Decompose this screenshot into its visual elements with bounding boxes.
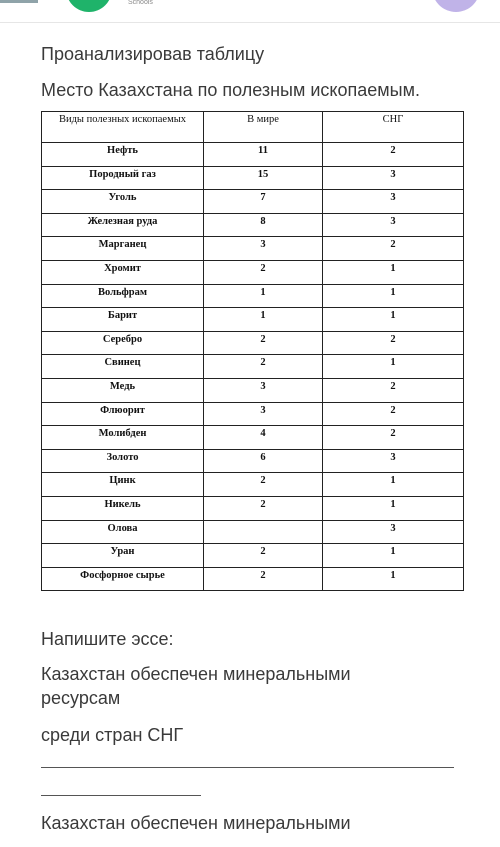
essay-prompt: Напишите эссе: <box>41 629 174 649</box>
minerals-table <box>41 111 464 591</box>
table-row <box>42 166 464 190</box>
essay-line-3: Казахстан обеспечен минеральными <box>41 813 351 833</box>
cis-rank-cell: 3 <box>323 449 464 473</box>
table-row <box>42 544 464 568</box>
table-row <box>42 260 464 284</box>
cis-rank-cell: 2 <box>323 237 464 261</box>
mineral-name-cell: Нефть <box>42 143 204 167</box>
avatar[interactable] <box>432 0 480 12</box>
mineral-name-cell: Уран <box>42 544 204 568</box>
world-rank-cell: 15 <box>204 166 323 190</box>
mineral-name-cell: Марганец <box>42 237 204 261</box>
mineral-name-cell: Вольфрам <box>42 284 204 308</box>
world-rank-cell: 2 <box>204 544 323 568</box>
mineral-name-cell: Медь <box>42 378 204 402</box>
table-row <box>42 355 464 379</box>
top-bar <box>0 0 500 16</box>
mineral-name-cell: Железная руда <box>42 213 204 237</box>
cis-rank-cell: 1 <box>323 544 464 568</box>
mineral-name-cell: Никель <box>42 496 204 520</box>
cis-rank-cell: 1 <box>323 496 464 520</box>
mineral-name-cell: Цинк <box>42 473 204 497</box>
mineral-name-cell: Фосфорное сырье <box>42 567 204 591</box>
mineral-name-cell: Молибден <box>42 426 204 450</box>
cis-rank-cell: 2 <box>323 143 464 167</box>
cis-rank-cell: 2 <box>323 426 464 450</box>
world-rank-cell: 4 <box>204 426 323 450</box>
table-title: Место Казахстана по полезным ископаемым. <box>41 80 420 100</box>
cis-rank-cell: 3 <box>323 520 464 544</box>
cis-rank-cell: 2 <box>323 402 464 426</box>
answer-blank-line-short[interactable] <box>41 795 201 796</box>
essay-line-2: среди стран СНГ <box>41 725 184 745</box>
world-rank-cell: 3 <box>204 237 323 261</box>
instruction-text: Проанализировав таблицу <box>41 44 265 64</box>
mineral-name-cell: Серебро <box>42 331 204 355</box>
mineral-name-cell: Свинец <box>42 355 204 379</box>
table-row <box>42 473 464 497</box>
mineral-name-cell: Уголь <box>42 190 204 214</box>
world-rank-cell: 2 <box>204 496 323 520</box>
menu-icon[interactable] <box>0 0 38 3</box>
world-rank-cell: 2 <box>204 260 323 284</box>
table-row <box>42 284 464 308</box>
cis-rank-cell: 3 <box>323 213 464 237</box>
table-row <box>42 402 464 426</box>
world-rank-cell: 1 <box>204 284 323 308</box>
cis-rank-cell: 1 <box>323 284 464 308</box>
mineral-name-cell: Хромит <box>42 260 204 284</box>
table-row <box>42 378 464 402</box>
cis-rank-cell: 1 <box>323 260 464 284</box>
mineral-name-cell: Барит <box>42 308 204 332</box>
cis-rank-cell: 1 <box>323 355 464 379</box>
table-row <box>42 190 464 214</box>
world-rank-cell: 8 <box>204 213 323 237</box>
essay-line-1a: Казахстан обеспечен минеральными <box>41 664 351 684</box>
header-cis: СНГ <box>323 112 464 143</box>
mineral-name-cell: Олова <box>42 520 204 544</box>
world-rank-cell: 2 <box>204 331 323 355</box>
world-rank-cell: 2 <box>204 567 323 591</box>
table-header-row <box>42 112 464 143</box>
cis-rank-cell: 1 <box>323 567 464 591</box>
answer-blank-line[interactable] <box>41 767 454 768</box>
mineral-name-cell: Флюорит <box>42 402 204 426</box>
cis-rank-cell: 3 <box>323 190 464 214</box>
logo-subtext: Schools <box>128 0 153 6</box>
world-rank-cell: 3 <box>204 402 323 426</box>
header-mineral-type: Виды полезных ископаемых <box>42 112 204 143</box>
world-rank-cell: 6 <box>204 449 323 473</box>
world-rank-cell: 3 <box>204 378 323 402</box>
world-rank-cell: 11 <box>204 143 323 167</box>
world-rank-cell: 2 <box>204 473 323 497</box>
cis-rank-cell: 2 <box>323 331 464 355</box>
table-row <box>42 520 464 544</box>
world-rank-cell: 2 <box>204 355 323 379</box>
mineral-name-cell: Породный газ <box>42 166 204 190</box>
table-row <box>42 213 464 237</box>
table-row <box>42 237 464 261</box>
table-row <box>42 426 464 450</box>
table-row <box>42 308 464 332</box>
table-row <box>42 143 464 167</box>
cis-rank-cell: 1 <box>323 308 464 332</box>
logo-icon[interactable] <box>66 0 112 12</box>
essay-line-1b: ресурсам <box>41 688 121 708</box>
mineral-name-cell: Золото <box>42 449 204 473</box>
cis-rank-cell: 2 <box>323 378 464 402</box>
world-rank-cell: 1 <box>204 308 323 332</box>
world-rank-cell: 7 <box>204 190 323 214</box>
table-row <box>42 496 464 520</box>
table-row <box>42 331 464 355</box>
world-rank-cell <box>204 520 323 544</box>
header-divider <box>0 22 500 23</box>
header-world: В мире <box>204 112 323 143</box>
cis-rank-cell: 1 <box>323 473 464 497</box>
table-row <box>42 449 464 473</box>
table-row <box>42 567 464 591</box>
cis-rank-cell: 3 <box>323 166 464 190</box>
